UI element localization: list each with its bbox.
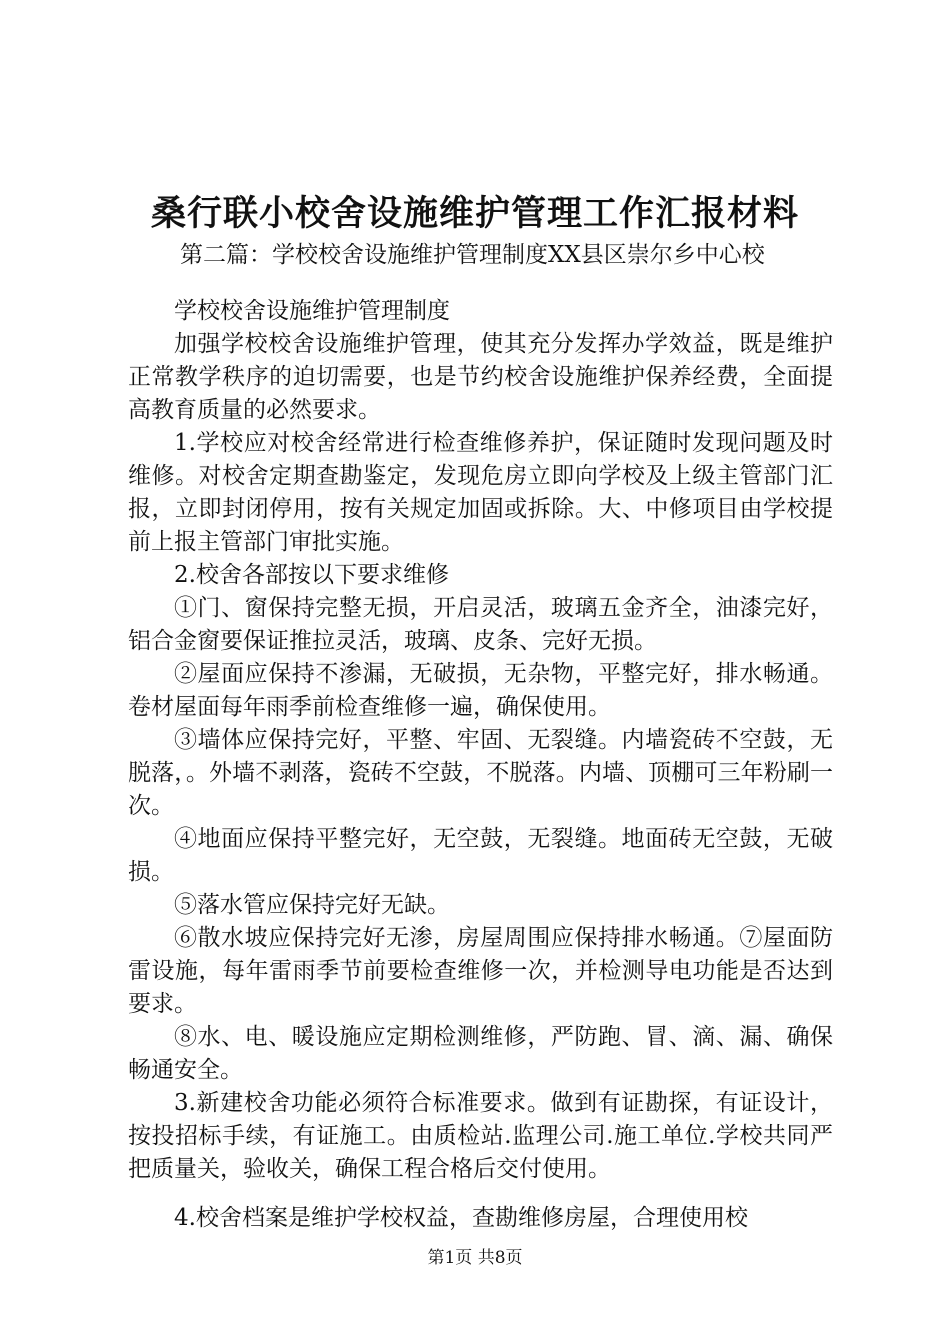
document-title: 桑行联小校舍设施维护管理工作汇报材料	[150, 193, 799, 234]
paragraph-subitem-2: ②屋面应保持不渗漏，无破损，无杂物，平整完好，排水畅通。卷材屋面每年雨季前检查维修一遍，确保使用。	[128, 661, 833, 720]
paragraph-item-2: 2.校舍各部按以下要求维修	[174, 562, 449, 588]
paragraph-subitem-5: ⑤落水管应保持完好无缺。	[174, 892, 450, 918]
paragraph-item-3: 3.新建校舍功能必须符合标准要求。做到有证勘探，有证设计，按投招标手续，有证施工。由质检站.监理公司.施工单位.学校共同严把质量关，验收关，确保工程合格后交付使用。	[128, 1090, 833, 1182]
paragraph-subitem-8: ⑧水、电、暖设施应定期检测维修，严防跑、冒、滴、漏、确保畅通安全。	[128, 1024, 833, 1083]
paragraph-subitem-3: ③墙体应保持完好，平整、牢固、无裂缝。内墙瓷砖不空鼓，无脱落，。外墙不剥落，瓷砖不空鼓，不脱落。内墙、顶棚可三年粉刷一次。	[128, 727, 833, 819]
paragraph-item-1: 1.学校应对校舍经常进行检查维修养护，保证随时发现问题及时维修。对校舍定期查勘鉴定，发现危房立即向学校及上级主管部门汇报，立即封闭停用，按有关规定加固或拆除。大、中修项目由学校提前上报主管部门审批实施。	[128, 430, 833, 555]
paragraph-intro: 加强学校校舍设施维护管理，使其充分发挥办学效益，既是维护正常教学秩序的迫切需要，也是节约校舍设施维护保养经费，全面提高教育质量的必然要求。	[128, 331, 833, 423]
document-subtitle: 第二篇：学校校舍设施维护管理制度XX县区崇尔乡中心校	[180, 242, 765, 268]
document-body	[128, 295, 833, 1235]
page-footer: 第1页 共8页	[427, 1248, 523, 1268]
paragraph-subitem-6-7: ⑥散水坡应保持完好无渗，房屋周围应保持排水畅通。⑦屋面防雷设施，每年雷雨季节前要检查维修一次，并检测导电功能是否达到要求。	[128, 925, 833, 1017]
paragraph-item-4: 4.校舍档案是维护学校权益，查勘维修房屋，合理使用校	[174, 1205, 748, 1231]
paragraph-subitem-4: ④地面应保持平整完好，无空鼓，无裂缝。地面砖无空鼓，无破损。	[128, 826, 833, 885]
paragraph-subitem-1: ①门、窗保持完整无损，开启灵活，玻璃五金齐全，油漆完好，铝合金窗要保证推拉灵活，玻璃、皮条、完好无损。	[128, 595, 833, 654]
section-heading: 学校校舍设施维护管理制度	[174, 298, 450, 324]
